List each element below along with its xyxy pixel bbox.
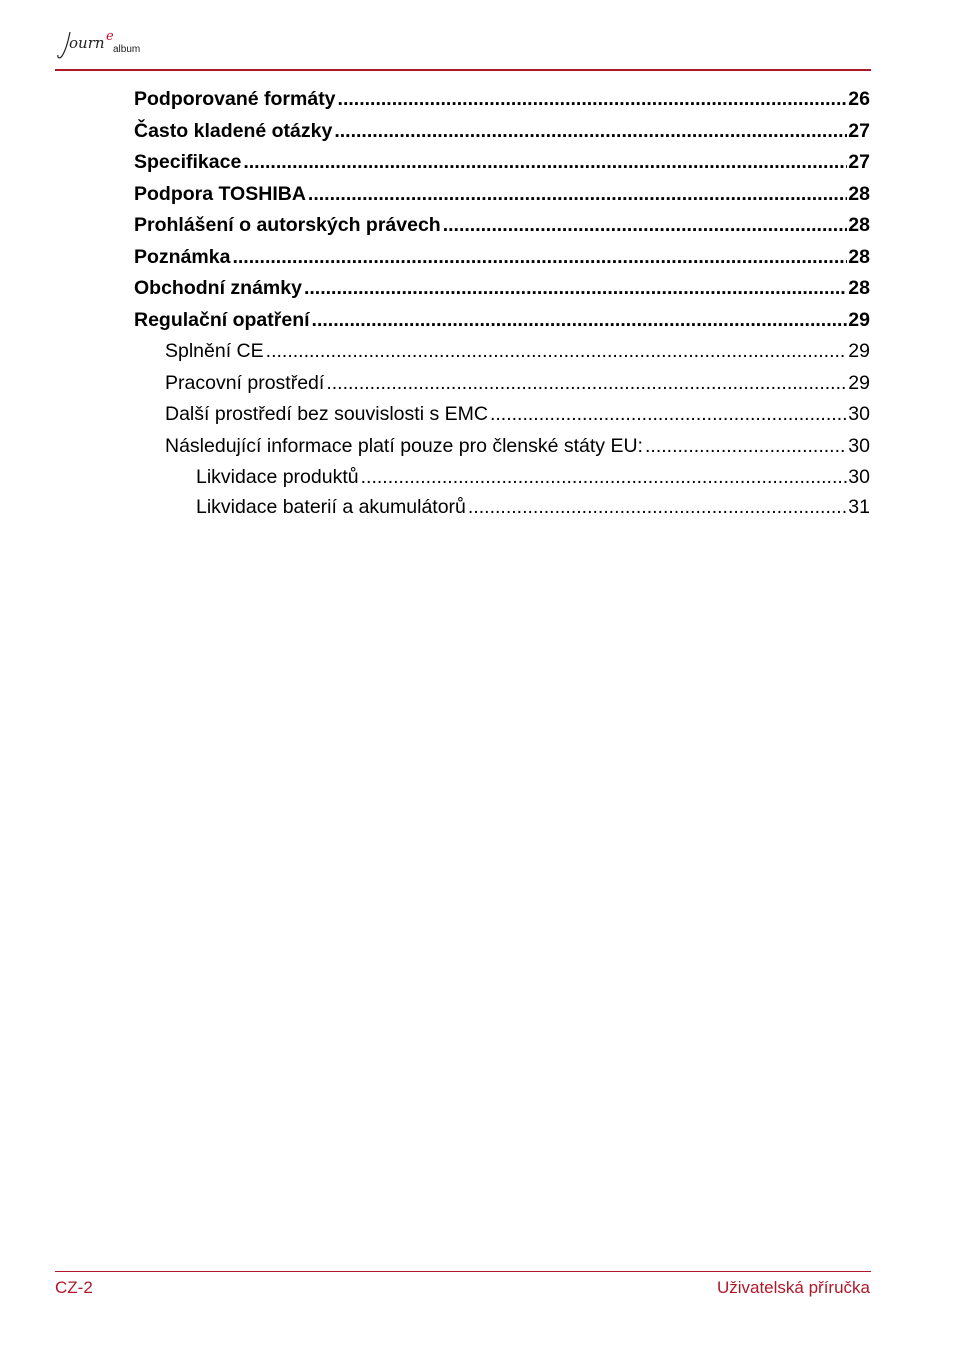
toc-entry-title: Likvidace produktů [196, 466, 359, 488]
toc-entry-page: 27 [848, 119, 870, 142]
toc-entry[interactable] [134, 307, 870, 339]
journe-album-logo [56, 22, 156, 64]
toc-entry-title: Podporované formáty [134, 88, 336, 110]
toc-entry[interactable] [134, 244, 870, 276]
header-rule [55, 69, 871, 71]
toc-entry-title: Poznámka [134, 245, 231, 268]
toc-entry-page: 30 [848, 466, 870, 488]
toc-entry-title: Další prostředí bez souvislosti s EMC [165, 403, 488, 425]
toc-entry-title: Regulační opatření [134, 308, 310, 331]
toc-entry-title: Následující informace platí pouze pro členské státy EU: [165, 434, 643, 457]
toc-entry[interactable] [134, 149, 870, 181]
toc-entry-page: 26 [848, 88, 870, 110]
toc-leader [645, 433, 847, 459]
svg-text:album: album [113, 44, 141, 55]
toc-entry-title: Prohlášení o autorských právech [134, 214, 441, 236]
toc-leader [312, 307, 848, 333]
toc-leader [326, 370, 847, 396]
toc-leader [468, 494, 847, 520]
toc-entry-title: Splnění CE [165, 340, 264, 362]
toc-entry-page: 30 [848, 403, 870, 425]
table-of-contents [134, 86, 870, 523]
toc-entry[interactable] [134, 118, 870, 150]
toc-subsubentry[interactable] [196, 464, 870, 494]
toc-leader [304, 275, 847, 301]
toc-entry-title: Pracovní prostředí [165, 371, 325, 394]
toc-subentry[interactable] [165, 401, 870, 433]
toc-subentry[interactable] [165, 433, 870, 465]
page-number: CZ-2 [55, 1278, 93, 1297]
toc-entry[interactable] [134, 181, 870, 213]
toc-entry-page: 27 [848, 151, 870, 173]
toc-leader [308, 181, 847, 207]
toc-subsubentry[interactable] [196, 494, 870, 524]
toc-entry-title: Podpora TOSHIBA [134, 182, 306, 205]
toc-entry-page: 31 [848, 495, 870, 518]
toc-leader [243, 149, 847, 175]
toc-entry[interactable] [134, 212, 870, 244]
toc-entry[interactable] [134, 275, 870, 307]
toc-leader [338, 86, 848, 112]
toc-entry-page: 28 [848, 277, 870, 299]
toc-leader [490, 401, 847, 427]
toc-leader [361, 464, 848, 490]
toc-leader [232, 244, 847, 270]
toc-entry-page: 29 [848, 340, 870, 362]
toc-entry-title: Likvidace baterií a akumulátorů [196, 495, 466, 518]
toc-leader [266, 338, 848, 364]
toc-entry-page: 29 [848, 371, 870, 394]
toc-subentry[interactable] [165, 338, 870, 370]
footer-rule [55, 1271, 871, 1272]
document-title: Uživatelská příručka [716, 1278, 870, 1297]
toc-entry-page: 28 [848, 214, 870, 236]
svg-text:ourn: ourn [69, 34, 105, 52]
toc-entry-page: 30 [848, 434, 870, 457]
toc-leader [334, 118, 847, 144]
toc-entry-title: Často kladené otázky [134, 119, 333, 142]
toc-entry-page: 28 [848, 182, 870, 205]
toc-entry-page: 28 [848, 245, 870, 268]
toc-entry[interactable] [134, 86, 870, 118]
toc-subentry[interactable] [165, 370, 870, 402]
toc-entry-title: Obchodní známky [134, 277, 302, 299]
toc-leader [443, 212, 848, 238]
toc-entry-page: 29 [848, 308, 870, 331]
toc-entry-title: Specifikace [134, 151, 242, 173]
svg-text:e: e [106, 29, 114, 44]
